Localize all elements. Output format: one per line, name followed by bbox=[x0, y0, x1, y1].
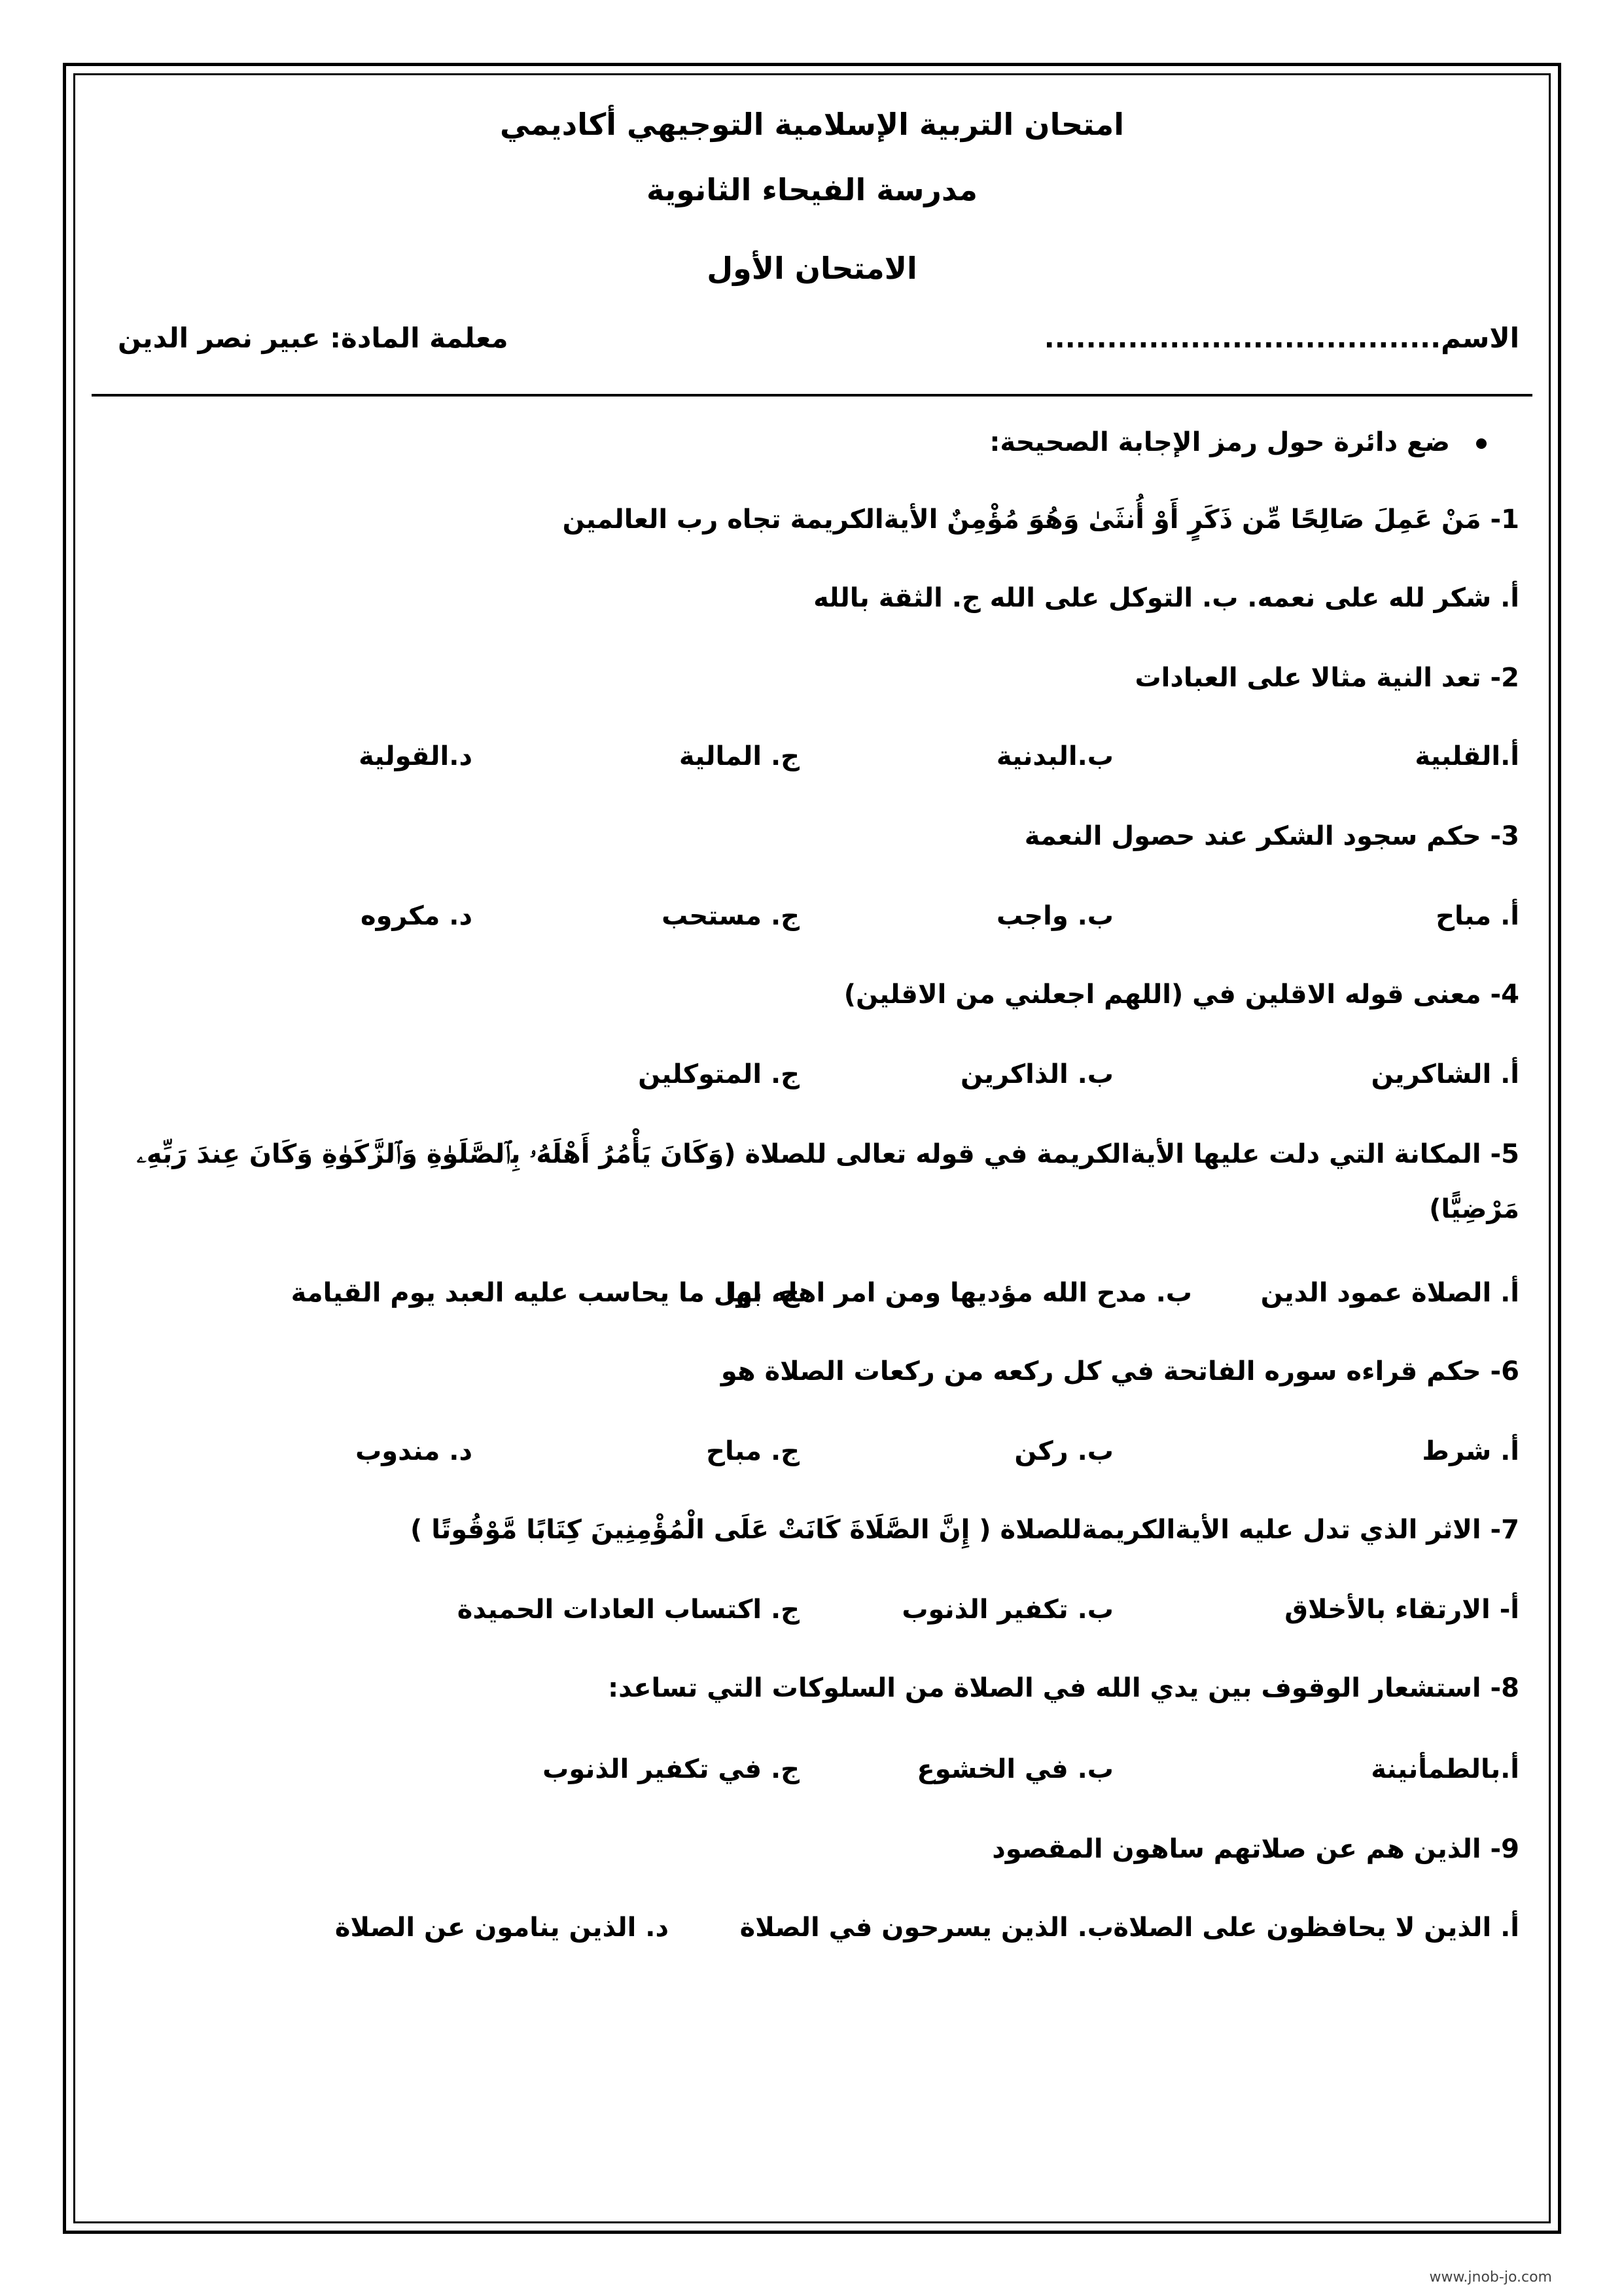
question-7: 7- الاثر الذي تدل عليه الأيةالكريمةللصلاة ( إِنَّ الصَّلَاةَ كَانَتْ عَلَى الْمُؤْمِنِينَ كِتَابًا مَّوْقُوتًا ) bbox=[410, 1515, 1519, 1545]
exam-title: امتحان التربية الإسلامية التوجيهي أكاديمي bbox=[499, 107, 1125, 142]
question-3-options bbox=[118, 898, 1519, 937]
footer-url: www.jnob-jo.com bbox=[1429, 2269, 1552, 2286]
question-2-options bbox=[118, 738, 1519, 777]
option-b[interactable]: ب. الذين يسرحون في الصلاة bbox=[739, 1913, 1114, 1943]
question-7-options bbox=[118, 1591, 1519, 1631]
option-c[interactable]: ج. مستحب bbox=[662, 901, 800, 931]
option-a[interactable]: أ. الذين لا يحافظون على الصلاة bbox=[1113, 1913, 1519, 1943]
header-divider bbox=[92, 394, 1532, 397]
question-4-options bbox=[118, 1056, 1519, 1095]
option-b[interactable]: ب. مدح الله مؤديها ومن امر اهله بها bbox=[725, 1278, 1192, 1308]
question-9: 9- الذين هم عن صلاتهم ساهون المقصود bbox=[992, 1834, 1519, 1864]
option-c[interactable]: ج. في تكفير الذنوب bbox=[542, 1754, 800, 1784]
question-1: 1- مَنْ عَمِلَ صَالِحًا مِّن ذَكَرٍ أَوْ أُنثَىٰ وَهُوَ مُؤْمِنٌ الأيةالكريمة تجاه رب العالمين bbox=[562, 504, 1519, 535]
question-5-options bbox=[118, 1275, 1519, 1314]
option-d[interactable]: د. مكروه bbox=[360, 901, 472, 931]
school-name: مدرسة الفيحاء الثانوية bbox=[646, 172, 978, 207]
option-b[interactable]: ب. الذاكرين bbox=[960, 1059, 1114, 1089]
option-a[interactable]: أ.القلبية bbox=[1415, 741, 1519, 771]
question-1-options[interactable]: أ. شكر لله على نعمه. ب. التوكل على الله ج. الثقة بالله bbox=[813, 583, 1519, 613]
exam-number: الامتحان الأول bbox=[707, 251, 917, 286]
option-c[interactable]: ج. المتوكلين bbox=[638, 1059, 800, 1089]
question-4: 4- معنى قوله الاقلين في (اللهم اجعلني من الاقلين) bbox=[843, 980, 1519, 1010]
question-3: 3- حكم سجود الشكر عند حصول النعمة bbox=[1024, 821, 1519, 851]
option-b[interactable]: ب. ركن bbox=[1014, 1436, 1114, 1466]
option-a[interactable]: أ. شرط bbox=[1422, 1436, 1519, 1466]
option-b[interactable]: ب.البدنية bbox=[996, 741, 1114, 771]
option-c[interactable]: ج. اول ما يحاسب عليه العبد يوم القيامة bbox=[291, 1278, 800, 1308]
instruction bbox=[989, 424, 1487, 461]
bullet-icon bbox=[1476, 438, 1487, 449]
question-5-continuation: مَرْضِيًّا) bbox=[1429, 1194, 1519, 1224]
instruction-text: ضع دائرة حول رمز الإجابة الصحيحة: bbox=[989, 427, 1450, 457]
option-b[interactable]: ب. في الخشوع bbox=[917, 1754, 1114, 1784]
option-c[interactable]: ج. المالية bbox=[679, 741, 800, 771]
exam-page bbox=[92, 92, 1532, 2205]
option-a[interactable]: أ. الشاكرين bbox=[1371, 1059, 1519, 1089]
option-b[interactable]: ب. واجب bbox=[996, 901, 1114, 931]
info-row bbox=[118, 322, 1519, 361]
option-d[interactable]: د. مندوب bbox=[355, 1436, 472, 1466]
option-c[interactable]: ج. مباح bbox=[706, 1436, 800, 1466]
question-8-options bbox=[118, 1751, 1519, 1790]
option-d[interactable]: د.القولية bbox=[359, 741, 472, 771]
question-6-options bbox=[118, 1433, 1519, 1472]
option-a[interactable]: أ- الارتقاء بالأخلاق bbox=[1284, 1595, 1519, 1625]
option-a[interactable]: أ.بالطمأنينة bbox=[1371, 1754, 1519, 1784]
option-d[interactable]: د. الذين ينامون عن الصلاة bbox=[334, 1913, 669, 1943]
option-a[interactable]: أ. الصلاة عمود الدين bbox=[1260, 1278, 1519, 1308]
option-a[interactable]: أ. مباح bbox=[1436, 901, 1519, 931]
teacher-name: معلمة المادة: عبير نصر الدين bbox=[118, 322, 508, 354]
student-name-field[interactable]: الاسم...................................... bbox=[1044, 322, 1519, 354]
question-8: 8- استشعار الوقوف بين يدي الله في الصلاة من السلوكات التي تساعد: bbox=[608, 1673, 1519, 1703]
option-c[interactable]: ج. اكتساب العادات الحميدة bbox=[457, 1595, 800, 1625]
question-9-options bbox=[118, 1909, 1519, 1949]
question-6: 6- حكم قراءه سوره الفاتحة في كل ركعه من ركعات الصلاة هو bbox=[720, 1356, 1519, 1386]
option-b[interactable]: ب. تكفير الذنوب bbox=[902, 1595, 1114, 1625]
question-2: 2- تعد النية مثالا على العبادات bbox=[1135, 663, 1519, 693]
question-5: 5- المكانة التي دلت عليها الأيةالكريمة في قوله تعالى للصلاة (وَكَانَ يَأْمُرُ أَهْلَهُۥ بِٱلصَّلَوٰةِ وَٱلزَّكَوٰةِ وَكَانَ عِندَ رَبِّهِۦ bbox=[136, 1139, 1519, 1169]
